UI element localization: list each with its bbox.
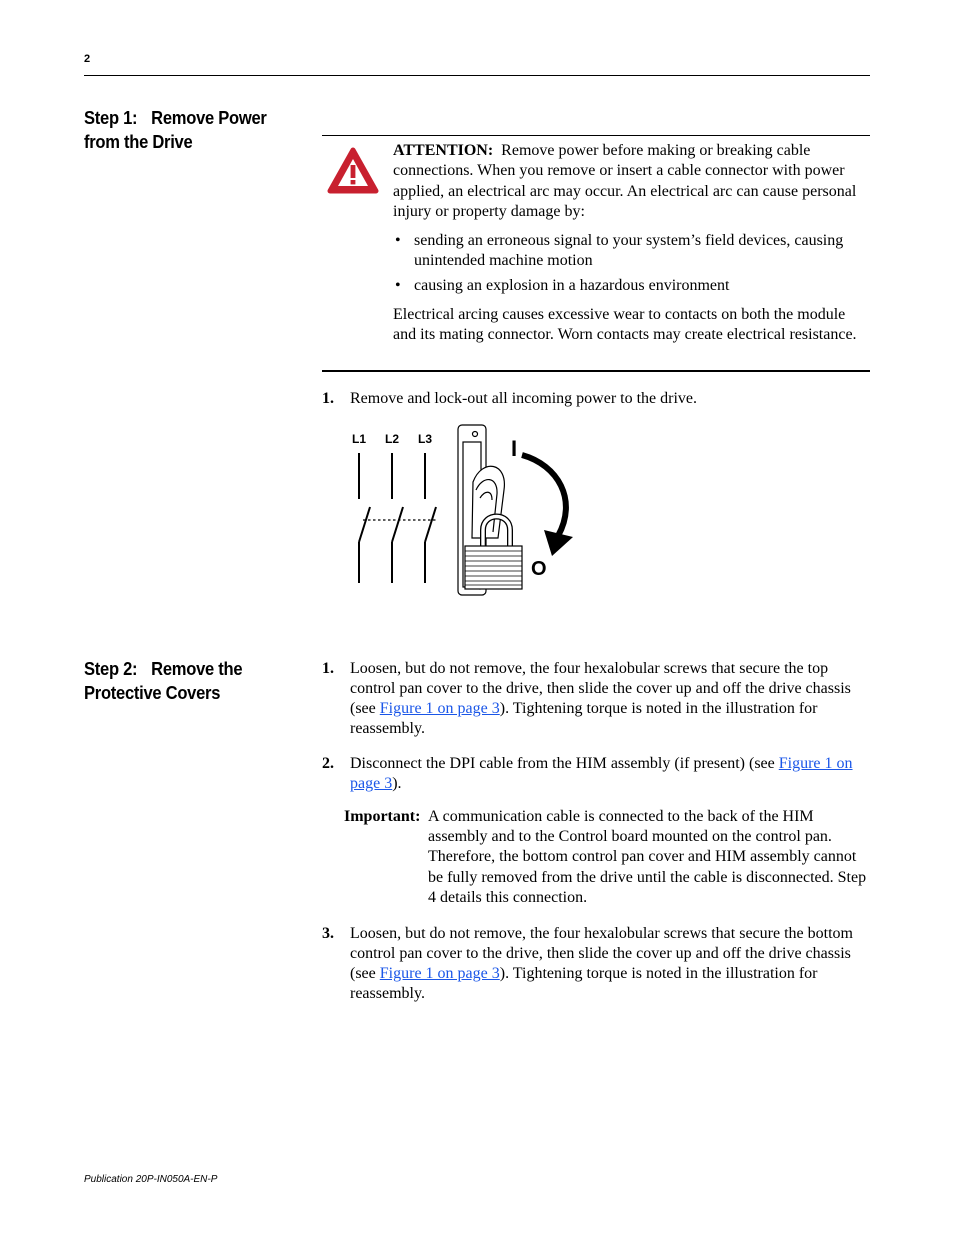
switch-off-label: O	[531, 558, 547, 580]
line-label-l1: L1	[352, 432, 367, 446]
step1-heading	[84, 106, 282, 154]
step2-item-3	[322, 924, 862, 1004]
step2-title-line1: Remove the	[151, 659, 243, 679]
item-text: ). Tightening torque is noted in the illustration for reassembly.	[350, 700, 818, 737]
step1-item-1	[322, 389, 862, 409]
figure-1-link[interactable]: Figure 1 on page 3	[379, 965, 500, 982]
attention-bullet: • sending an erroneous signal to your system’s field devices, causing unintended machine motion	[395, 232, 844, 270]
step1-item-text: Remove and lock-out all incoming power to the drive.	[350, 390, 698, 407]
switch-on-label: I	[511, 436, 518, 461]
item-text: Disconnect the DPI cable from the HIM assembly (if present) (see	[350, 755, 779, 772]
lockout-switch-figure	[340, 420, 590, 600]
step1-item-number: 1.	[322, 390, 334, 407]
attention-bullets	[393, 231, 868, 296]
important-label: Important:	[344, 808, 421, 825]
item-text: ). Tightening torque is noted in the illustration for reassembly.	[350, 965, 818, 1002]
header-rule	[84, 75, 870, 76]
figure-1-link[interactable]: Figure 1 on page 3	[379, 700, 500, 717]
step2-item-number: 3.	[322, 925, 334, 942]
important-note	[344, 807, 869, 908]
warning-triangle-icon	[327, 147, 379, 195]
step2-heading	[84, 657, 282, 705]
publication-footer: Publication 20P-IN050A-EN-P	[84, 1174, 218, 1185]
step2-number: Step 2:	[84, 659, 138, 679]
important-text: A communication cable is connected to the back of the HIM assembly and to the Control board mounted on the control pan. Therefore, the bottom control pan cover and HIM assembly cannot be fully removed from the drive until the cable is disconnected. Step 4 details this connection.	[428, 808, 867, 906]
attention-closing: Electrical arcing causes excessive wear to contacts on both the module and its mating connector. Worn contacts may create electrical resistance.	[393, 306, 857, 344]
item-text: Loosen, but do not remove, the four hexalobular screws that secure the top control pan cover to the drive, then slide the cover up and off the drive chassis (see	[350, 660, 851, 717]
step2-item-number: 2.	[322, 755, 334, 772]
attention-top-rule	[322, 135, 870, 136]
step2-item-2	[322, 754, 862, 794]
step2-item-1	[322, 659, 862, 739]
step1-title-line2: from the Drive	[84, 132, 193, 152]
attention-text: Remove power before making or breaking cable connections. When you remove or insert a cable connector with power applied, an electrical arc may occur. An electrical arc can cause personal injury or property damage by:	[393, 142, 857, 220]
step2-item-number: 1.	[322, 660, 334, 677]
bullet-text: sending an erroneous signal to your system’s field devices, causing unintended machine motion	[414, 232, 844, 270]
step1-title-line1: Remove Power	[151, 108, 267, 128]
step2-title-line2: Protective Covers	[84, 683, 221, 703]
attention-bullet: • causing an explosion in a hazardous environment	[395, 276, 730, 294]
item-text: ).	[392, 775, 402, 792]
step1-number: Step 1:	[84, 108, 138, 128]
page-number: 2	[84, 53, 91, 65]
attention-bottom-rule	[322, 370, 870, 372]
attention-label: ATTENTION:	[393, 142, 494, 159]
figure-1-link[interactable]: Figure 1 on page 3	[350, 755, 853, 792]
bullet-text: causing an explosion in a hazardous environment	[414, 276, 730, 294]
line-label-l3: L3	[418, 432, 433, 446]
attention-body	[393, 141, 868, 346]
item-text: Loosen, but do not remove, the four hexalobular screws that secure the bottom control pan cover to the drive, then slide the cover up and off the drive chassis (see	[350, 925, 853, 982]
line-label-l2: L2	[385, 432, 400, 446]
